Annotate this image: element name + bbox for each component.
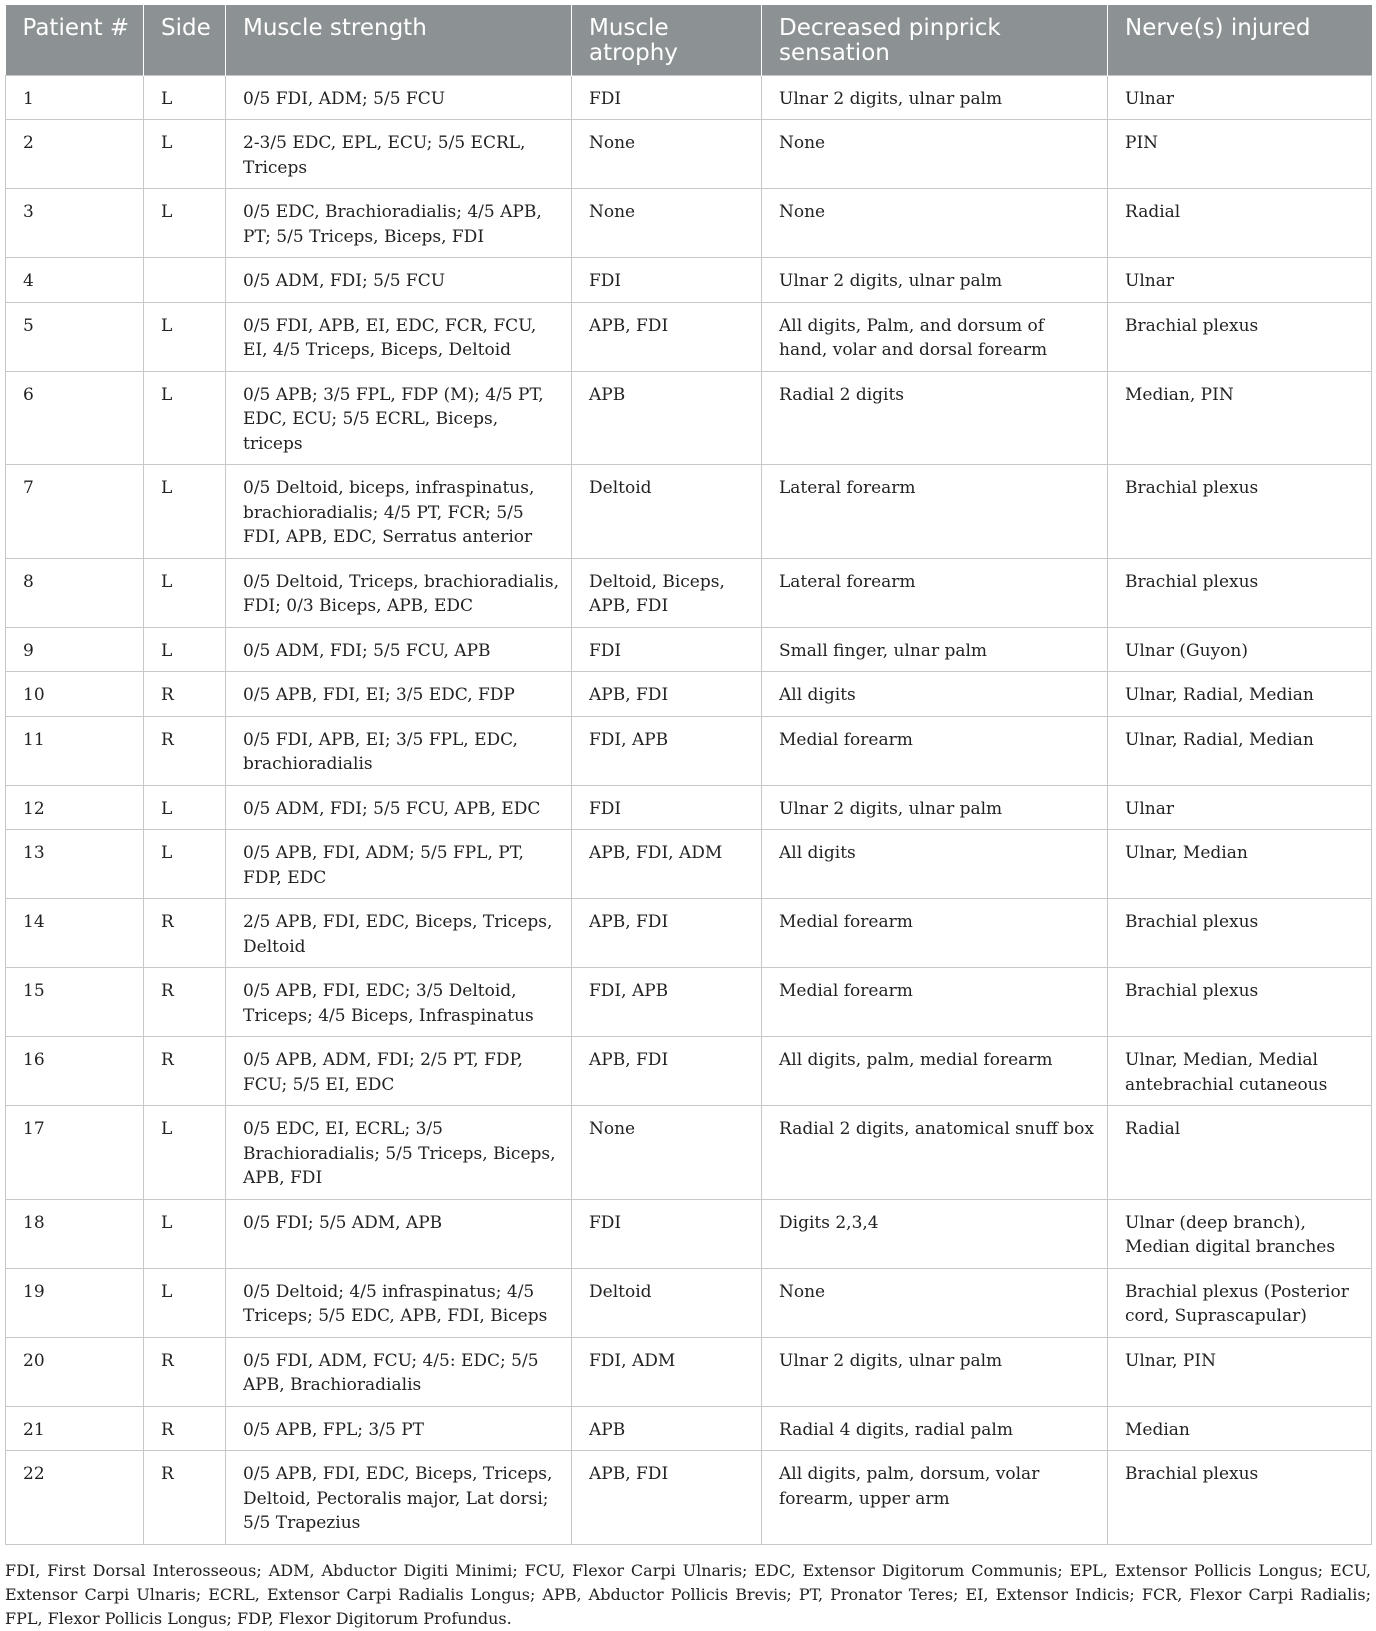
cell-pinprick-sensation: None bbox=[762, 189, 1108, 258]
cell-patient-number: 10 bbox=[6, 672, 144, 717]
cell-patient-number: 2 bbox=[6, 120, 144, 189]
cell-nerves-injured: Brachial plexus (Posterior cord, Suprascapular) bbox=[1108, 1268, 1372, 1337]
cell-muscle-strength: 0/5 ADM, FDI; 5/5 FCU, APB, EDC bbox=[226, 785, 572, 830]
cell-nerves-injured: Median, PIN bbox=[1108, 371, 1372, 465]
cell-nerves-injured: Radial bbox=[1108, 189, 1372, 258]
cell-muscle-strength: 0/5 FDI, APB, EI, EDC, FCR, FCU, EI, 4/5 Triceps, Biceps, Deltoid bbox=[226, 302, 572, 371]
cell-pinprick-sensation: Small finger, ulnar palm bbox=[762, 627, 1108, 672]
table-row bbox=[6, 302, 1372, 371]
cell-side: L bbox=[144, 830, 226, 899]
cell-side: L bbox=[144, 558, 226, 627]
table-row bbox=[6, 258, 1372, 303]
cell-muscle-atrophy: Deltoid bbox=[572, 465, 762, 559]
cell-pinprick-sensation: Ulnar 2 digits, ulnar palm bbox=[762, 1337, 1108, 1406]
table-row bbox=[6, 75, 1372, 120]
cell-muscle-atrophy: APB bbox=[572, 371, 762, 465]
cell-muscle-atrophy: FDI bbox=[572, 627, 762, 672]
cell-pinprick-sensation: Ulnar 2 digits, ulnar palm bbox=[762, 785, 1108, 830]
cell-nerves-injured: Brachial plexus bbox=[1108, 899, 1372, 968]
table-row bbox=[6, 899, 1372, 968]
cell-patient-number: 5 bbox=[6, 302, 144, 371]
cell-nerves-injured: Ulnar (deep branch), Median digital branches bbox=[1108, 1199, 1372, 1268]
cell-patient-number: 15 bbox=[6, 968, 144, 1037]
cell-patient-number: 13 bbox=[6, 830, 144, 899]
header-pinprick-sensation: Decreased pinprick sensation bbox=[762, 5, 1108, 75]
cell-muscle-atrophy: FDI, APB bbox=[572, 716, 762, 785]
cell-muscle-strength: 0/5 EDC, Brachioradialis; 4/5 APB, PT; 5/5 Triceps, Biceps, FDI bbox=[226, 189, 572, 258]
cell-patient-number: 8 bbox=[6, 558, 144, 627]
cell-pinprick-sensation: Lateral forearm bbox=[762, 465, 1108, 559]
cell-patient-number: 22 bbox=[6, 1451, 144, 1545]
cell-side: R bbox=[144, 1337, 226, 1406]
cell-pinprick-sensation: Digits 2,3,4 bbox=[762, 1199, 1108, 1268]
cell-side: L bbox=[144, 371, 226, 465]
cell-muscle-strength: 0/5 APB, FDI, EDC; 3/5 Deltoid, Triceps; 4/5 Biceps, Infraspinatus bbox=[226, 968, 572, 1037]
cell-muscle-strength: 0/5 ADM, FDI; 5/5 FCU bbox=[226, 258, 572, 303]
cell-muscle-atrophy: FDI, APB bbox=[572, 968, 762, 1037]
cell-nerves-injured: Brachial plexus bbox=[1108, 302, 1372, 371]
cell-side: L bbox=[144, 627, 226, 672]
cell-muscle-atrophy: FDI bbox=[572, 258, 762, 303]
cell-patient-number: 16 bbox=[6, 1037, 144, 1106]
table-row bbox=[6, 1106, 1372, 1200]
cell-nerves-injured: Brachial plexus bbox=[1108, 968, 1372, 1037]
cell-muscle-atrophy: None bbox=[572, 189, 762, 258]
table-row bbox=[6, 558, 1372, 627]
table-row bbox=[6, 371, 1372, 465]
cell-patient-number: 3 bbox=[6, 189, 144, 258]
table-container bbox=[5, 5, 1371, 1631]
header-row bbox=[6, 5, 1372, 75]
cell-patient-number: 12 bbox=[6, 785, 144, 830]
cell-patient-number: 7 bbox=[6, 465, 144, 559]
table-row bbox=[6, 465, 1372, 559]
cell-side: L bbox=[144, 120, 226, 189]
cell-side: R bbox=[144, 672, 226, 717]
table-row bbox=[6, 672, 1372, 717]
cell-pinprick-sensation: Radial 4 digits, radial palm bbox=[762, 1406, 1108, 1451]
table-row bbox=[6, 627, 1372, 672]
cell-nerves-injured: Ulnar, Median bbox=[1108, 830, 1372, 899]
cell-side: L bbox=[144, 75, 226, 120]
table-body bbox=[6, 75, 1372, 1544]
cell-muscle-atrophy: FDI bbox=[572, 75, 762, 120]
table-row bbox=[6, 1451, 1372, 1545]
patient-table bbox=[5, 5, 1372, 1545]
cell-nerves-injured: Median bbox=[1108, 1406, 1372, 1451]
cell-side: R bbox=[144, 1451, 226, 1545]
table-row bbox=[6, 830, 1372, 899]
header-muscle-strength: Muscle strength bbox=[226, 5, 572, 75]
cell-pinprick-sensation: Ulnar 2 digits, ulnar palm bbox=[762, 75, 1108, 120]
cell-muscle-strength: 0/5 APB; 3/5 FPL, FDP (M); 4/5 PT, EDC, ECU; 5/5 ECRL, Biceps, triceps bbox=[226, 371, 572, 465]
cell-pinprick-sensation: Radial 2 digits bbox=[762, 371, 1108, 465]
cell-muscle-strength: 0/5 APB, FPL; 3/5 PT bbox=[226, 1406, 572, 1451]
cell-pinprick-sensation: Medial forearm bbox=[762, 968, 1108, 1037]
cell-patient-number: 19 bbox=[6, 1268, 144, 1337]
cell-muscle-strength: 0/5 APB, FDI, ADM; 5/5 FPL, PT, FDP, EDC bbox=[226, 830, 572, 899]
cell-side: L bbox=[144, 1268, 226, 1337]
table-row bbox=[6, 120, 1372, 189]
cell-pinprick-sensation: Medial forearm bbox=[762, 899, 1108, 968]
cell-nerves-injured: Brachial plexus bbox=[1108, 465, 1372, 559]
cell-patient-number: 21 bbox=[6, 1406, 144, 1451]
cell-muscle-atrophy: None bbox=[572, 1106, 762, 1200]
cell-muscle-strength: 2/5 APB, FDI, EDC, Biceps, Triceps, Deltoid bbox=[226, 899, 572, 968]
header-side: Side bbox=[144, 5, 226, 75]
cell-patient-number: 4 bbox=[6, 258, 144, 303]
table-row bbox=[6, 1337, 1372, 1406]
cell-pinprick-sensation: All digits bbox=[762, 830, 1108, 899]
cell-muscle-atrophy: APB, FDI, ADM bbox=[572, 830, 762, 899]
cell-muscle-strength: 0/5 FDI, APB, EI; 3/5 FPL, EDC, brachioradialis bbox=[226, 716, 572, 785]
cell-muscle-strength: 0/5 FDI, ADM; 5/5 FCU bbox=[226, 75, 572, 120]
cell-nerves-injured: Ulnar (Guyon) bbox=[1108, 627, 1372, 672]
cell-muscle-atrophy: APB, FDI bbox=[572, 1037, 762, 1106]
cell-pinprick-sensation: Lateral forearm bbox=[762, 558, 1108, 627]
table-row bbox=[6, 1268, 1372, 1337]
cell-muscle-strength: 0/5 APB, FDI, EI; 3/5 EDC, FDP bbox=[226, 672, 572, 717]
cell-muscle-atrophy: FDI bbox=[572, 1199, 762, 1268]
cell-nerves-injured: Ulnar, Median, Medial antebrachial cutaneous bbox=[1108, 1037, 1372, 1106]
cell-patient-number: 17 bbox=[6, 1106, 144, 1200]
cell-muscle-atrophy: Deltoid bbox=[572, 1268, 762, 1337]
header-patient: Patient # bbox=[6, 5, 144, 75]
cell-nerves-injured: Ulnar, PIN bbox=[1108, 1337, 1372, 1406]
cell-nerves-injured: Ulnar bbox=[1108, 258, 1372, 303]
cell-patient-number: 14 bbox=[6, 899, 144, 968]
cell-muscle-strength: 0/5 EDC, EI, ECRL; 3/5 Brachioradialis; 5/5 Triceps, Biceps, APB, FDI bbox=[226, 1106, 572, 1200]
cell-muscle-strength: 0/5 Deltoid, Triceps, brachioradialis, FDI; 0/3 Biceps, APB, EDC bbox=[226, 558, 572, 627]
cell-side: R bbox=[144, 716, 226, 785]
table-header bbox=[6, 5, 1372, 75]
cell-side: L bbox=[144, 189, 226, 258]
cell-nerves-injured: Radial bbox=[1108, 1106, 1372, 1200]
cell-patient-number: 6 bbox=[6, 371, 144, 465]
cell-patient-number: 9 bbox=[6, 627, 144, 672]
cell-nerves-injured: Brachial plexus bbox=[1108, 1451, 1372, 1545]
cell-patient-number: 11 bbox=[6, 716, 144, 785]
cell-muscle-atrophy: APB, FDI bbox=[572, 672, 762, 717]
cell-muscle-strength: 2-3/5 EDC, EPL, ECU; 5/5 ECRL, Triceps bbox=[226, 120, 572, 189]
cell-muscle-strength: 0/5 Deltoid; 4/5 infraspinatus; 4/5 Triceps; 5/5 EDC, APB, FDI, Biceps bbox=[226, 1268, 572, 1337]
cell-side: R bbox=[144, 968, 226, 1037]
cell-side: R bbox=[144, 1037, 226, 1106]
cell-muscle-strength: 0/5 FDI, ADM, FCU; 4/5: EDC; 5/5 APB, Brachioradialis bbox=[226, 1337, 572, 1406]
cell-muscle-strength: 0/5 ADM, FDI; 5/5 FCU, APB bbox=[226, 627, 572, 672]
cell-patient-number: 1 bbox=[6, 75, 144, 120]
header-nerves-injured: Nerve(s) injured bbox=[1108, 5, 1372, 75]
cell-side bbox=[144, 258, 226, 303]
table-row bbox=[6, 1406, 1372, 1451]
cell-pinprick-sensation: All digits bbox=[762, 672, 1108, 717]
table-footnote: FDI, First Dorsal Interosseous; ADM, Abductor Digiti Minimi; FCU, Flexor Carpi Ulnaris; EDC, Extensor Digitorum Communis; EPL, Extensor Pollicis Longus; ECU, Extensor Carpi Ulnaris; ECRL, Extensor Carpi Radialis Longus; APB, Abductor Pollicis Brevis; PT, Pronator Teres; EI, Extensor Indicis; FCR, Flexor Carpi Radialis; FPL, Flexor Pollicis Longus; FDP, Flexor Digitorum Profundus. bbox=[5, 1560, 1371, 1628]
header-muscle-atrophy: Muscle atrophy bbox=[572, 5, 762, 75]
cell-muscle-atrophy: FDI, ADM bbox=[572, 1337, 762, 1406]
cell-nerves-injured: Ulnar bbox=[1108, 75, 1372, 120]
cell-muscle-atrophy: APB bbox=[572, 1406, 762, 1451]
cell-muscle-strength: 0/5 FDI; 5/5 ADM, APB bbox=[226, 1199, 572, 1268]
cell-side: L bbox=[144, 465, 226, 559]
table-row bbox=[6, 716, 1372, 785]
table-row bbox=[6, 1199, 1372, 1268]
cell-nerves-injured: Brachial plexus bbox=[1108, 558, 1372, 627]
cell-pinprick-sensation: All digits, Palm, and dorsum of hand, volar and dorsal forearm bbox=[762, 302, 1108, 371]
cell-muscle-atrophy: APB, FDI bbox=[572, 1451, 762, 1545]
cell-pinprick-sensation: Medial forearm bbox=[762, 716, 1108, 785]
cell-nerves-injured: Ulnar, Radial, Median bbox=[1108, 672, 1372, 717]
cell-muscle-atrophy: None bbox=[572, 120, 762, 189]
cell-pinprick-sensation: None bbox=[762, 120, 1108, 189]
cell-muscle-strength: 0/5 APB, ADM, FDI; 2/5 PT, FDP, FCU; 5/5 EI, EDC bbox=[226, 1037, 572, 1106]
cell-pinprick-sensation: None bbox=[762, 1268, 1108, 1337]
cell-patient-number: 18 bbox=[6, 1199, 144, 1268]
table-row bbox=[6, 189, 1372, 258]
cell-side: L bbox=[144, 1106, 226, 1200]
cell-nerves-injured: Ulnar, Radial, Median bbox=[1108, 716, 1372, 785]
cell-pinprick-sensation: All digits, palm, medial forearm bbox=[762, 1037, 1108, 1106]
cell-pinprick-sensation: All digits, palm, dorsum, volar forearm, upper arm bbox=[762, 1451, 1108, 1545]
cell-nerves-injured: PIN bbox=[1108, 120, 1372, 189]
cell-side: R bbox=[144, 1406, 226, 1451]
cell-pinprick-sensation: Radial 2 digits, anatomical snuff box bbox=[762, 1106, 1108, 1200]
table-row bbox=[6, 785, 1372, 830]
cell-muscle-strength: 0/5 APB, FDI, EDC, Biceps, Triceps, Deltoid, Pectoralis major, Lat dorsi; 5/5 Trapezius bbox=[226, 1451, 572, 1545]
cell-pinprick-sensation: Ulnar 2 digits, ulnar palm bbox=[762, 258, 1108, 303]
cell-side: L bbox=[144, 1199, 226, 1268]
cell-side: R bbox=[144, 899, 226, 968]
cell-muscle-atrophy: FDI bbox=[572, 785, 762, 830]
cell-side: L bbox=[144, 785, 226, 830]
cell-muscle-atrophy: Deltoid, Biceps, APB, FDI bbox=[572, 558, 762, 627]
table-row bbox=[6, 968, 1372, 1037]
cell-side: L bbox=[144, 302, 226, 371]
cell-patient-number: 20 bbox=[6, 1337, 144, 1406]
table-row bbox=[6, 1037, 1372, 1106]
cell-nerves-injured: Ulnar bbox=[1108, 785, 1372, 830]
cell-muscle-strength: 0/5 Deltoid, biceps, infraspinatus, brachioradialis; 4/5 PT, FCR; 5/5 FDI, APB, EDC, Serratus anterior bbox=[226, 465, 572, 559]
cell-muscle-atrophy: APB, FDI bbox=[572, 899, 762, 968]
cell-muscle-atrophy: APB, FDI bbox=[572, 302, 762, 371]
